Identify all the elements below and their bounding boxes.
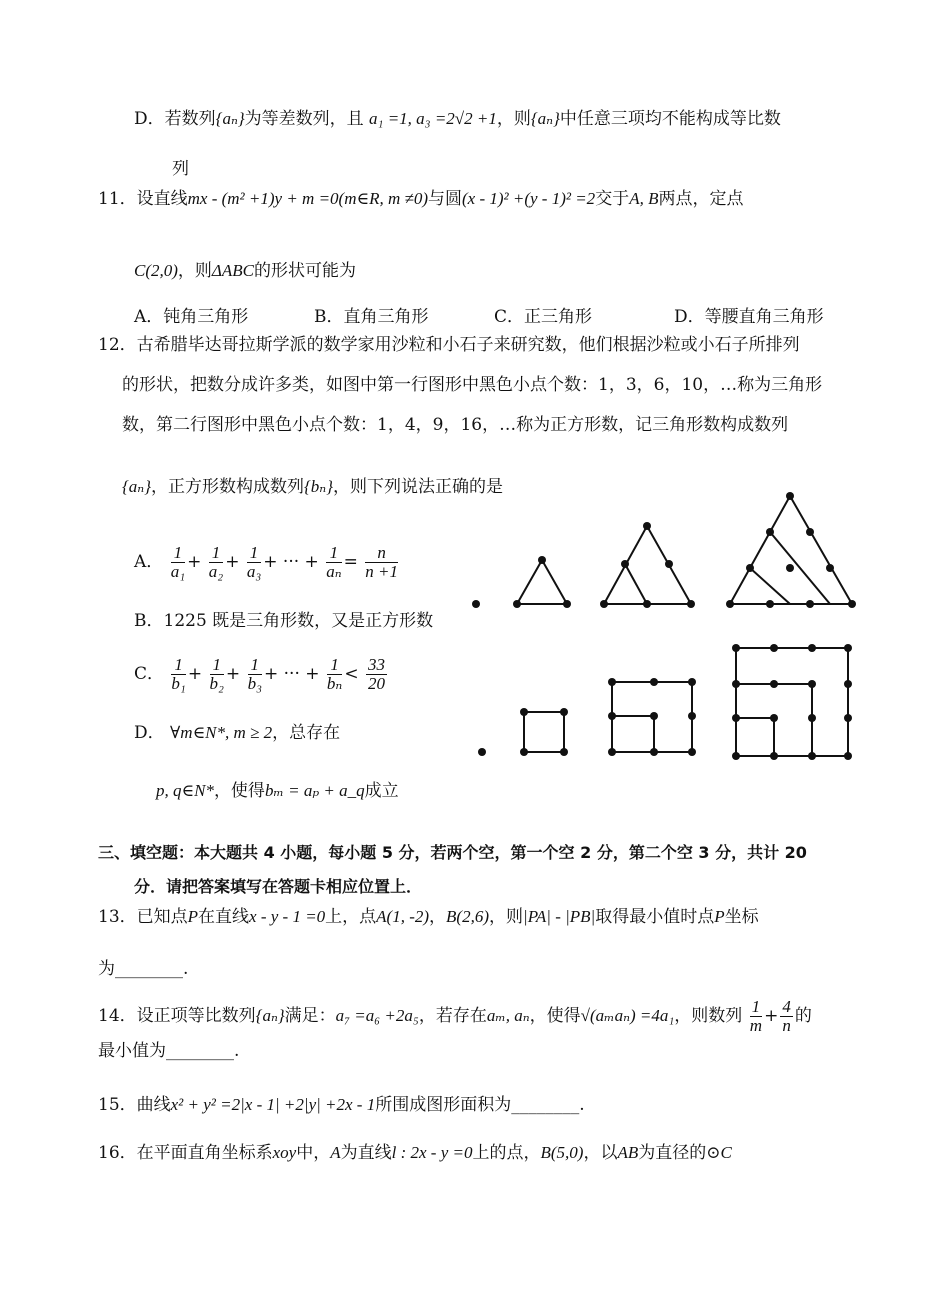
- dot: [732, 752, 740, 760]
- dot: [472, 600, 480, 608]
- q15-stem: 15．曲线x² + y² =2|x - 1| +2|y| +2x - 1所围成图形面积为________.: [98, 1095, 585, 1115]
- q11-option-d: D．等腰直角三角形: [674, 307, 824, 327]
- dot: [608, 712, 616, 720]
- q16-stem: 16．在平面直角坐标系xoy中，A为直线l : 2x - y =0上的点，B(5,0)，以AB为直径的⊙C: [98, 1143, 732, 1163]
- triangle-6: [604, 526, 691, 604]
- section-3-heading-cont: 分．请把答案填写在答题卡相应位置上．: [134, 877, 423, 896]
- dot: [560, 748, 568, 756]
- q14-stem-cont: 最小值为________.: [98, 1041, 240, 1061]
- q12-option-d-cont: p, q∈N*，使得bₘ = aₚ + a_q成立: [156, 781, 399, 801]
- q12-stem-3: 数，第二行图形中黑色小点个数：1，4，9，16，…称为正方形数，记三角形数构成数列: [122, 415, 789, 435]
- dot: [643, 600, 651, 608]
- dot: [563, 600, 571, 608]
- dot: [808, 644, 816, 652]
- dot: [650, 748, 658, 756]
- dot: [650, 678, 658, 686]
- dot: [808, 680, 816, 688]
- triangle-10: [730, 496, 852, 604]
- triangle-3: [517, 560, 567, 604]
- dot: [621, 560, 629, 568]
- q11-option-c: C．正三角形: [494, 307, 593, 327]
- q10-option-d: D．若数列{aₙ}为等差数列，且 a₁ =1, a₃ =2√2 +1，则{aₙ}中任意三项均不能构成等比数: [134, 109, 781, 129]
- dot: [844, 752, 852, 760]
- dot: [688, 712, 696, 720]
- dot: [826, 564, 834, 572]
- dot: [844, 644, 852, 652]
- dot: [786, 492, 794, 500]
- dot: [806, 600, 814, 608]
- q10-option-d-cont: 列: [172, 159, 189, 179]
- dot: [513, 600, 521, 608]
- q12-stem-4: {aₙ}，正方形数构成数列{bₙ}，则下列说法正确的是: [122, 477, 503, 497]
- dot: [844, 714, 852, 722]
- dot: [520, 748, 528, 756]
- dot: [600, 600, 608, 608]
- dot: [478, 748, 486, 756]
- q13-stem-cont: 为________.: [98, 959, 189, 979]
- q11-option-b: B．直角三角形: [314, 307, 429, 327]
- dot: [608, 678, 616, 686]
- dot: [732, 714, 740, 722]
- dot: [806, 528, 814, 536]
- q12-option-b: B．1225 既是三角形数，又是正方形数: [134, 611, 434, 631]
- q12-option-d: D． ∀m∈N*, m ≥ 2，总存在: [134, 723, 341, 743]
- dot: [770, 714, 778, 722]
- dot: [726, 600, 734, 608]
- q12-stem-1: 12．古希腊毕达哥拉斯学派的数学家用沙粒和小石子来研究数，他们根据沙粒或小石子所排列: [98, 335, 800, 355]
- dot: [560, 708, 568, 716]
- q14-stem: 14．设正项等比数列{aₙ}满足：a₇ =a₆ +2a₅，若存在aₘ, aₙ，使得√(aₘaₙ) =4a₁，则数列 $\frac{1}{m}$ + $\frac{4}{n}$ 的: [98, 997, 812, 1035]
- q12-option-a: A． $\frac{1}{\text{a₁}}$ + $\frac{1}{\text{a₂}}$ + $\frac{1}{\text{a₃}}$ + ··· + $\frac{1}{\text{aₙ}}$ = $\frac{n}{n +1}$: [134, 543, 398, 581]
- q12-stem-2: 的形状，把数分成许多类，如图中第一行图形中黑色小点个数：1，3，6，10，…称为三角形: [122, 375, 823, 395]
- dot: [770, 644, 778, 652]
- section-3-heading: 三、填空题：本大题共 4 小题，每小题 5 分，若两个空，第一个空 2 分，第二个空 3 分，共计 20: [98, 843, 807, 862]
- q13-stem: 13．已知点P在直线x - y - 1 =0上，点A(1, -2)，B(2,6)，则|PA| - |PB|取得最小值时点P坐标: [98, 907, 759, 927]
- dot: [808, 752, 816, 760]
- dot: [786, 564, 794, 572]
- square-16: [736, 648, 848, 756]
- dot: [766, 528, 774, 536]
- dot: [848, 600, 856, 608]
- dot: [770, 752, 778, 760]
- q12-option-c: C． $\frac{1}{\text{b₁}}$ + $\frac{1}{\text{b₂}}$ + $\frac{1}{\text{b₃}}$ + ··· + $\frac{1}{\text{bₙ}}$ < $\frac{33}{20}$: [134, 655, 385, 693]
- dot: [650, 712, 658, 720]
- dot: [643, 522, 651, 530]
- dot: [732, 644, 740, 652]
- dot: [520, 708, 528, 716]
- figurate-numbers-figure: [462, 488, 862, 768]
- dot: [746, 564, 754, 572]
- dot: [844, 680, 852, 688]
- q11-stem-cont: C(2,0)，则ΔABC的形状可能为: [134, 261, 357, 281]
- dot: [665, 560, 673, 568]
- dot: [687, 600, 695, 608]
- dot: [732, 680, 740, 688]
- square-4: [524, 712, 564, 752]
- dot: [688, 748, 696, 756]
- dot: [770, 680, 778, 688]
- dot: [808, 714, 816, 722]
- q11-option-a: A．钝角三角形: [134, 307, 249, 327]
- dot: [538, 556, 546, 564]
- dot: [608, 748, 616, 756]
- dot: [766, 600, 774, 608]
- dot: [688, 678, 696, 686]
- q11-stem: 11．设直线mx - (m² +1)y + m =0(m∈R, m ≠0)与圆(x - 1)² +(y - 1)² =2交于A, B两点，定点: [98, 189, 744, 209]
